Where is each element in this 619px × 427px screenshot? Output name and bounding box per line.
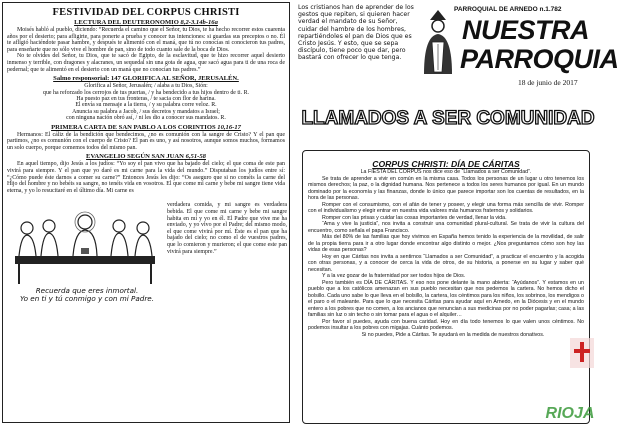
reading1-heading-text: LECTURA DEL DEUTERONOMIO [74, 19, 179, 26]
banner-text: LLAMADOS A SER COMUNIDAD [301, 108, 595, 129]
psalm-line: Ha puesto paz en tus fronteras, / te sacia con flor de harina. [76, 95, 216, 102]
psalm-line: Anuncia su palabra a Jacob, / sus decretos y mandatos a Israel; [72, 108, 220, 115]
psalm-response: GLORIFICA AL SEÑOR, JERUSALÉN. [122, 75, 239, 83]
feast-title: FESTIVIDAD DEL CORPUS CHRISTI [52, 7, 240, 18]
gospel-p1: En aquel tiempo, dijo Jesús a los judíos: “Yo soy el pan vivo que ha bajado del cielo; el que coma de este pan vivirá para siempre. Y el pan que yo daré es mi carne para la vida del mundo.” Disputaban los judíos entre sí: “¿Cómo puede éste darnos a comer su carne?” Entonces Jesús les dijo: “Os aseguro que si no coméis la carne del Hijo del hombre y no bebéis su sangre, no tenéis vida en vosotros. El que come mi carne y bebe mi sangre tiene vida eterna, y yo lo resucitaré en el último día. Mi carne es [7, 161, 285, 194]
caritas-rioja-logo [540, 332, 596, 424]
saint-icon [416, 6, 460, 76]
gospel-area [3, 161, 289, 311]
caritas-paragraph: Y a la vez gozar de la fraternidad por ser todos hijos de Dios. [322, 273, 466, 279]
reading2-p1: Hermanos: El cáliz de la bendición que bendecimos, ¿no es comunión con la sangre de Cristo? Y el pan que partimos, ¿no es comunión con el cuerpo de Cristo? El pan es uno, y así nosotros, aunque somos muchos, formamos un solo cuerpo, porque comemos todos del mismo pan. [7, 131, 285, 151]
psalm-heading [3, 75, 289, 83]
reading2-ref: 10,16-17 [217, 123, 241, 131]
caritas-paragraph: Romper con las prisas y cuidar las cosas importantes de verdad, llenar la vida. [322, 214, 507, 221]
illustration-caption [7, 287, 167, 303]
masthead-intro: Los cristianos han de aprender de los gestos que repiten, si quieren hacer verdad el mandato de su Señor, cuidar del hambre de los hombres, repartiéndoles el pan de Dios que es Cristo Jesús. Y esto, que se sepa discípulo, tiene poco que dar, pero bastará con ofrecer lo que tenga. [298, 4, 414, 62]
community-banner [300, 94, 596, 134]
psalm-line: con ninguna nación obró así, / ni les dio a conocer sus mandatos. R. [66, 115, 226, 122]
psalm-line: El envía su mensaje a la tierra, / y su palabra corre veloz. R. [75, 102, 217, 109]
logo-parroquia: PARROQUIA [460, 44, 619, 74]
caritas-paragraph: Más del 80% de las familias que hoy vivimos en España hemos tenido la experiencia de la movilidad, de salir de la propia tierra para ir a otro lugar donde encontrar algo distinto o mejor. ¿Nos preguntamos cómo son hoy las vidas de esas personas? [308, 234, 584, 253]
masthead [296, 2, 619, 90]
reading2-heading-text: PRIMERA CARTA DE SAN PABLO A LOS CORINTIOS [51, 123, 216, 131]
caritas-paragraph: La FIESTA DEL CORPUS nos dice eso de “Llamados a ser Comunidad”. [360, 169, 532, 175]
gospel-ref: 6,51-58 [185, 153, 206, 161]
logo-nuestra: NUESTRA [462, 15, 590, 45]
reading1-p2: No te olvides del Señor, tu Dios, que te sacó de Egipto, de la esclavitud, que te hizo recorrer aquel desierto inmenso y terrible, con dragones y alacranes, un sequedal sin una gota de agua, que sacó agua para ti de una roca de pedernal; que te alimentó en el desierto con un maná que no conocían tus padres.” [7, 53, 285, 73]
gospel-p2: verdadera comida, y mi sangre es verdadera bebida. El que come mi carne y bebe mi sangre habita en mí y yo en él. El Padre que vive me ha enviado, y yo vivo por el Padre; del mismo modo, el que come vivirá por mí. Éste es el pan que ha bajado del cielo; no como el de vuestros padres, que lo comieron y murieron; el que come este pan vivirá para siempre.” [167, 202, 287, 255]
psalm-heading-text: Salmo responsorial: 147 [53, 75, 121, 83]
caritas-paragraph: Se trata de aprender a vivir en común en la misma casa. Todos los personas de un lugar u otro tenemos los mismos derechos; la paz, o la dignidad humana. Nos pertenece a todos los seres humanos por igual. En un mundo dominado por la economía y las finanzas, donde lo único que parece importar son los cuentas de resultados, en la hora de las personas. [308, 175, 584, 201]
caritas-paragraph: Pero también es DÍA DE CÁRITAS. Y eso nos pone delante la mano abierta: “Ayúdanos”. Y estamos en un pueblo que a los católicos amenazan en sus pueblo necesitan que nos pedemos la cartera. No hemos dicho el bolsillo. Cada uno sabe lo que lleva en el bolsillo, la cartera, los céntimos para los niños, los sobrinos, los mendigos o el paro o el maleante. Para que lo que necesita Cáritas para ayudar aquí en Arnedo, en la Diócesis y en el mundo entero a los pobres que no comen, a los ancianos que renuncian a sus medicinas por no poder pagarlas; casa; a las familias sin luz o sin techo o sin tomar para el agua o el alquiler… [308, 279, 584, 318]
caritas-paragraph: Hoy en que Cáritas nos invita a sentirnos “Llamados a ser Comunidad”, a practicar el encuentro y la acogida con otras personas, y a conocer de cerca la vida de otros, de su historia, a ponerse en su lugar y saber qué necesitan. [308, 253, 584, 273]
caritas-paragraph: “Ama y vive la justicia”, nos invita a construir una comunidad plural-cultural. Se trata de vivir la cultura del encuentro, como señala el papa Francisco. [308, 221, 584, 234]
reading1-ref: 8,2-3.14b-16a [180, 19, 218, 26]
reading1-heading [3, 19, 289, 27]
caritas-paragraph: Por favor sí puedes, ayuda con buena caridad. Hoy en día todo tenemos lo que valen unos céntimos. No podemos insultar a los pobres con migajas. Cuánto podemos. [308, 318, 584, 331]
caption-line2: Yo en ti y tú conmigo y con mi Padre. [20, 294, 154, 304]
feast-readings-box [2, 2, 290, 423]
psalm-line: que ha reforzado los cerrojos de tus puertas, / y ha bendecido a tus hijos dentro de ti. R. [43, 89, 249, 96]
reading2-heading [3, 124, 289, 132]
last-supper-illustration [7, 206, 163, 286]
logo-rioja-text: RIOJA [545, 405, 595, 422]
left-column [2, 2, 293, 423]
reading1-p1: Moisés habló al pueblo, diciendo: “Recuerda el camino que el Señor, tu Dios, te ha hecho recorrer estos cuarenta años por el desierto; para afligirte, para ponerte a prueba y conocer tus intenciones: si guardas sus preceptos o no. Él te afligió haciéndote pasar hambre, y después te alimentó con el maná, que tú no conocías ni conocieron tus padres, para enseñarte que no sólo vive el hombre de pan, sino de todo cuanto sale de la boca de Dios. [7, 27, 285, 53]
psalm-line: Glorifica al Señor, Jerusalén; / alaba a tu Dios, Sión: [84, 83, 208, 90]
gospel-heading-text: EVANGELIO SEGÚN SAN JUAN [86, 153, 184, 161]
caritas-paragraph: Si no puedes, Pide a Cáritas. Te ayudará en la medida de nuestros donativos. [361, 331, 545, 338]
bulletin-number: PARROQUIAL DE ARNEDO n.1.782 [454, 6, 562, 13]
right-column [296, 2, 619, 425]
issue-date: 18 de junio de 2017 [518, 78, 578, 87]
caritas-title: CORPUS CHRISTI: DÍA DE CÁRITAS [372, 159, 520, 169]
caption-line1: Recuerda que eres inmortal. [35, 286, 139, 296]
caritas-paragraph: Romper con el consumismo, con el afán de tener y poseer, y elegir una forma más sencilla de vivir. Romper con el individualismo y elegir entrar en nuestra vida valores más humanos fraternos y solidarios. [308, 201, 584, 214]
